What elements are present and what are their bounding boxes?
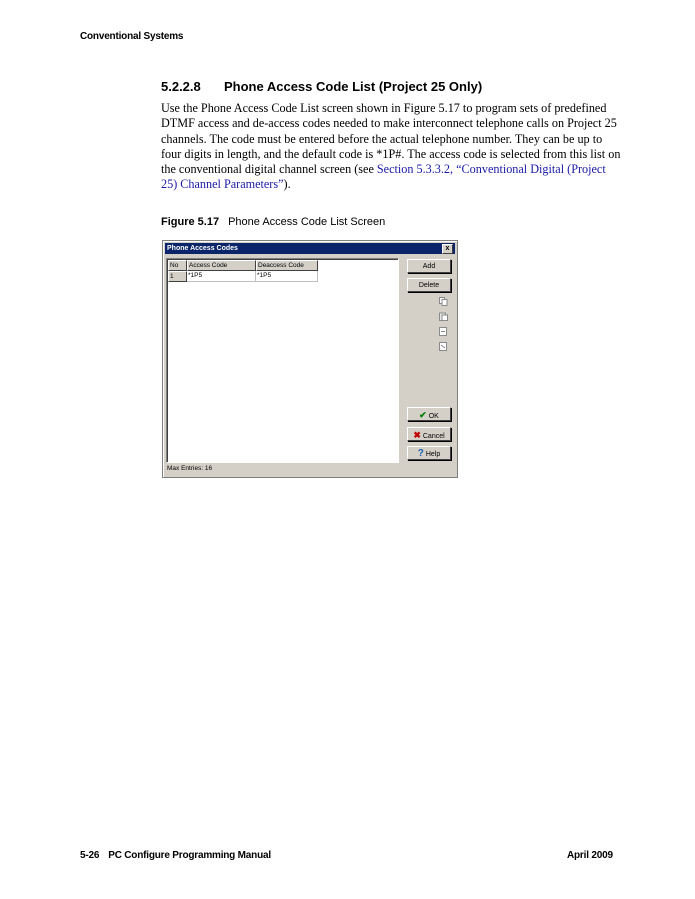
cancel-button[interactable] [407, 427, 451, 441]
close-icon[interactable]: x [442, 244, 453, 254]
dialog-titlebar [165, 243, 455, 254]
row-number-cell[interactable]: 1 [168, 271, 187, 282]
insert-row-icon[interactable] [439, 327, 448, 336]
delete-row-icon[interactable] [439, 342, 448, 351]
paragraph-main: Use the Phone Access Code List screen shown in Figure 5.17 to program sets of predefined DTMF access and de-access codes needed to make interconnect telephone calls on Project 25 channels. The code must be entered before the actual telephone number. They can be up to four digits in length, and the default code is *1P#. The access code is selected from this list on the conventional digital channel screen (see [161, 101, 621, 177]
footer-left [80, 850, 271, 861]
footer-page-number: 5-26 [80, 850, 100, 861]
footer-date: April 2009 [567, 850, 613, 861]
delete-button-label: Delete [418, 282, 440, 289]
max-entries-status: Max Entries: 16 [167, 465, 213, 472]
body-paragraph [161, 101, 621, 193]
check-icon: ✔ [419, 410, 427, 420]
ok-button-label: OK [428, 413, 439, 420]
column-header-no[interactable]: No [168, 260, 187, 271]
figure-title: Phone Access Code List Screen [228, 216, 386, 228]
help-button[interactable] [407, 446, 451, 460]
add-button[interactable] [407, 259, 451, 273]
figure-caption [161, 216, 385, 228]
section-title: Phone Access Code List (Project 25 Only) [224, 79, 483, 94]
phone-access-codes-dialog [162, 240, 458, 478]
paste-icon[interactable] [439, 312, 448, 321]
paragraph-end: ). [283, 177, 291, 192]
delete-button[interactable] [407, 278, 451, 292]
add-button-label: Add [422, 263, 436, 270]
access-code-cell[interactable]: *1P5 [187, 271, 256, 282]
access-code-grid [166, 258, 399, 463]
section-number: 5.2.2.8 [161, 79, 201, 94]
copy-icon[interactable] [439, 297, 448, 306]
section-link[interactable]: Section 5.3.3.2, “Conventional Digital (Project 25) Channel Parameters” [161, 162, 606, 192]
footer-manual-title: PC Configure Programming Manual [108, 850, 271, 861]
running-header: Conventional Systems [80, 31, 184, 42]
figure-number: Figure 5.17 [161, 216, 220, 228]
ok-button[interactable] [407, 407, 451, 421]
help-question-icon: ? [417, 448, 424, 459]
cancel-x-icon: ✖ [413, 430, 421, 440]
column-header-access-code[interactable]: Access Code [187, 260, 256, 271]
cancel-button-label: Cancel [422, 433, 445, 440]
dialog-title: Phone Access Codes [167, 245, 238, 252]
deaccess-code-cell[interactable]: *1P5 [256, 271, 318, 282]
help-button-label: Help [425, 451, 441, 458]
column-header-deaccess-code[interactable]: Deaccess Code [256, 260, 318, 271]
